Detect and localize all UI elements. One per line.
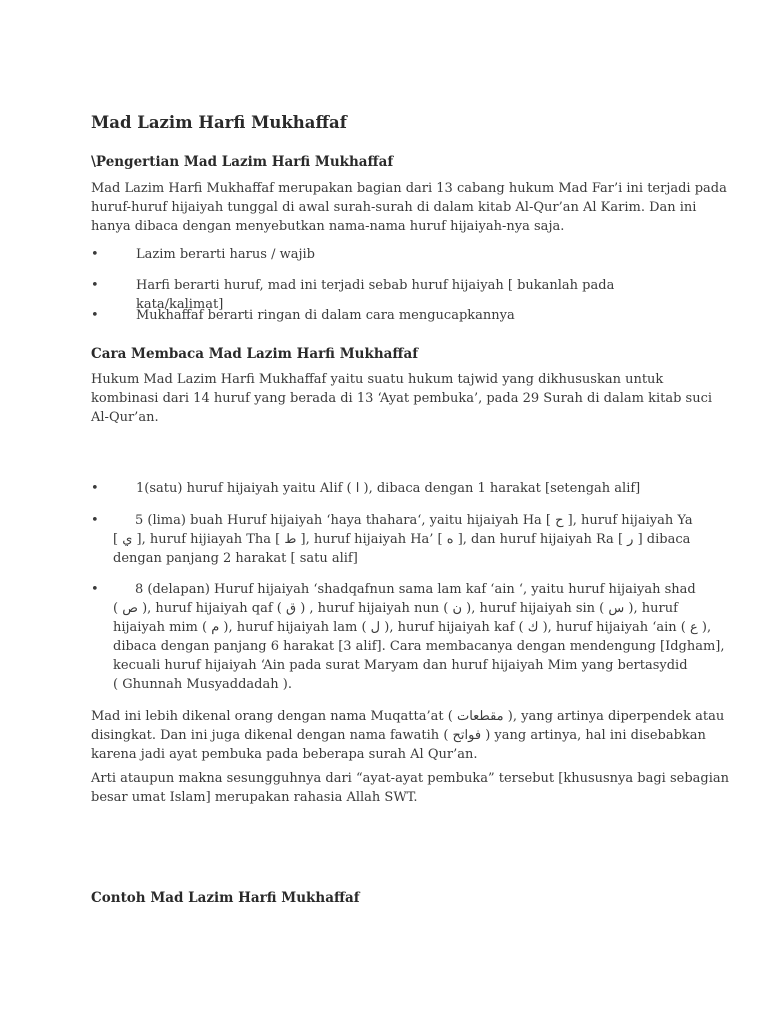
list-item-line: [ ي ], huruf hijiayah Tha [ ط ], huruf hijaiyah Ha’ [ ه ], dan huruf hijaiyah Ra [ ر ] dibaca <box>113 532 691 547</box>
paragraph-line: hanya dibaca dengan menyebutkan nama-nama huruf hijaiyah-nya saja. <box>91 219 565 234</box>
paragraph-line: disingkat. Dan ini juga dikenal dengan nama fawatih ( فواتح ) yang artinya, hal ini disebabkan <box>91 728 706 743</box>
paragraph-line: Mad Lazim Harfi Mukhaffaf merupakan bagian dari 13 cabang hukum Mad Far’i ini terjadi pada <box>91 181 727 196</box>
bullet-icon: • <box>91 247 99 262</box>
paragraph-line: Hukum Mad Lazim Harfi Mukhaffaf yaitu suatu hukum tajwid yang dikhususkan untuk <box>91 372 664 387</box>
paragraph-pengertian <box>91 179 727 236</box>
list-item-line: 5 (lima) buah Huruf hijaiyah ‘haya thahara‘, yaitu hijaiyah Ha [ ح ], huruf hijaiyah Ya <box>135 513 693 528</box>
paragraph-line: Al-Qur’an. <box>91 410 159 425</box>
paragraph-line: kombinasi dari 14 huruf yang berada di 13 ‘Ayat pembuka’, pada 29 Surah di dalam kitab suci <box>91 391 713 406</box>
list-item-text: Lazim berarti harus / wajib <box>136 247 315 262</box>
paragraph-muqattaat <box>91 707 725 764</box>
list-item-line: ( Ghunnah Musyaddadah ). <box>113 677 292 692</box>
bullet-icon: • <box>91 278 99 293</box>
list-item-line: kecuali huruf hijaiyah ‘Ain pada surat Maryam dan huruf hijaiyah Mim yang bertasydid <box>113 658 688 673</box>
list-item-line: ( ص ), huruf hijaiyah qaf ( ق ) , huruf hijaiyah nun ( ن ), huruf hijaiyah sin ( س ), huruf <box>113 601 678 616</box>
section-heading-contoh: Contoh Mad Lazim Harfi Mukhaffaf <box>91 890 360 906</box>
list-item-text: 1(satu) huruf hijaiyah yaitu Alif ( ا ), dibaca dengan 1 harakat [setengah alif] <box>136 481 641 496</box>
list-item-line: dengan panjang 2 harakat [ satu alif] <box>113 551 358 566</box>
list-item-text: Mukhaffaf berarti ringan di dalam cara mengucapkannya <box>136 308 515 323</box>
list-item-line: 8 (delapan) Huruf hijaiyah ‘shadqafnun sama lam kaf ‘ain ‘, yaitu huruf hijaiyah shad <box>135 582 696 597</box>
bullet-icon: • <box>91 582 99 597</box>
bullet-icon: • <box>91 308 99 323</box>
paragraph-line: besar umat Islam] merupakan rahasia Allah SWT. <box>91 790 418 805</box>
paragraph-arti <box>91 769 730 807</box>
paragraph-cara-membaca <box>91 370 713 427</box>
bullet-icon: • <box>91 481 99 496</box>
paragraph-line: Mad ini lebih dikenal orang dengan nama Muqatta’at ( مقطعات ), yang artinya diperpendek atau <box>91 709 725 724</box>
paragraph-line: huruf-huruf hijaiyah tunggal di awal surah-surah di dalam kitab Al-Qur’an Al Karim. Dan ini <box>91 200 697 215</box>
list-item-text: Harfi berarti huruf, mad ini terjadi sebab huruf hijaiyah [ bukanlah pada kata/kalimat] <box>136 278 615 312</box>
section-heading-pengertian: \Pengertian Mad Lazim Harfi Mukhaffaf <box>91 154 394 170</box>
document-title: Mad Lazim Harfi Mukhaffaf <box>91 113 347 132</box>
list-item-text <box>113 511 693 568</box>
list-item-text <box>113 580 725 694</box>
paragraph-line: karena jadi ayat pembuka pada beberapa surah Al Qur’an. <box>91 747 478 762</box>
section-heading-cara-membaca: Cara Membaca Mad Lazim Harfi Mukhaffaf <box>91 346 419 362</box>
bullet-icon: • <box>91 513 99 528</box>
paragraph-line: Arti ataupun makna sesungguhnya dari “ayat-ayat pembuka” tersebut [khususnya bagi sebagian <box>91 771 730 786</box>
list-item-line: dibaca dengan panjang 6 harakat [3 alif]. Cara membacanya dengan mendengung [Idgham], <box>113 639 725 654</box>
list-item-line: hijaiyah mim ( م ), huruf hijaiyah lam ( ل ), huruf hijaiyah kaf ( ك ), huruf hijaiyah ‘ain ( ع ), <box>113 620 712 635</box>
